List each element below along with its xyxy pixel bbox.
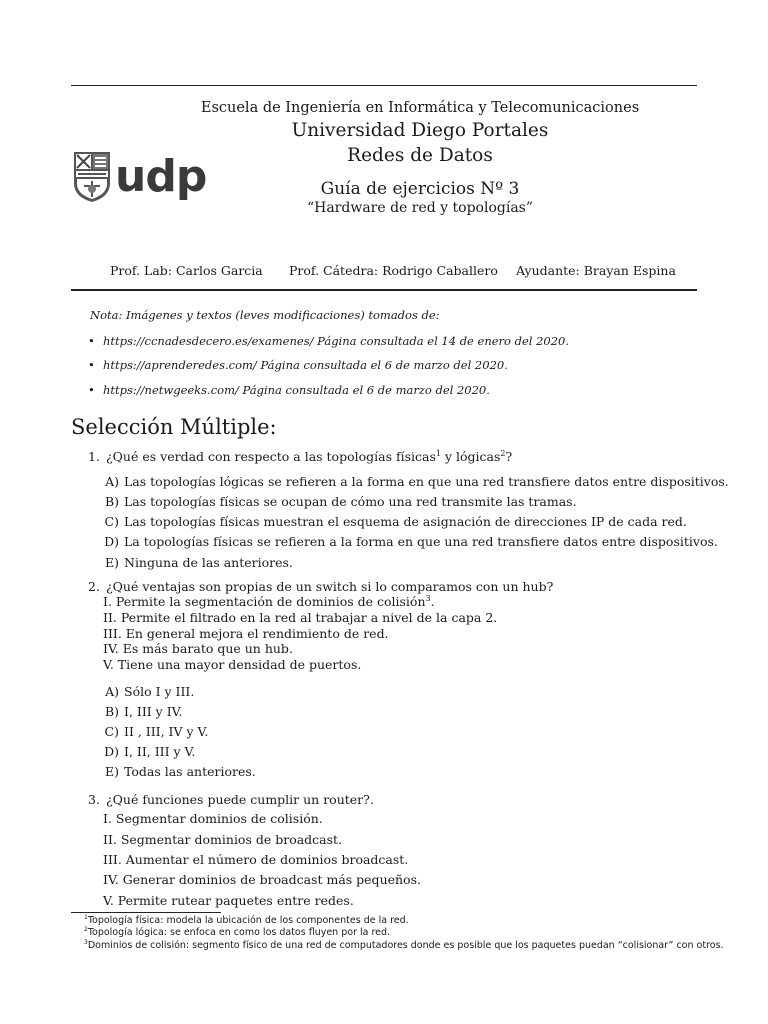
source-text: https://netwgeeks.com/ Página consultada el 6 de marzo del 2020.	[103, 383, 490, 397]
statement: II. Segmentar dominios de broadcast.	[103, 832, 343, 847]
statement-text: I. Permite la segmentación de dominios de colisión	[103, 594, 426, 609]
statement: IV. Es más barato que un hub.	[103, 641, 293, 656]
course-name: Redes de Datos	[347, 145, 493, 166]
option-text: La topologías físicas se refieren a la forma en que una red transfiere datos entre dispositivos.	[124, 534, 718, 549]
source-text: https://ccnadesdecero.es/examenes/ Página consultada el 14 de enero del 2020.	[103, 334, 570, 348]
source-text: https://aprenderedes.com/ Página consultada el 6 de marzo del 2020.	[103, 358, 508, 372]
option-text: Todas las anteriores.	[124, 764, 256, 779]
option-letter: D)	[104, 744, 119, 759]
guide-subtitle: “Hardware de red y topologías”	[306, 200, 534, 216]
footnote-rule	[71, 912, 221, 913]
statement-text: .	[430, 594, 435, 609]
option-d	[97, 744, 195, 759]
option-text: Las topologías físicas muestran el esquema de asignación de direcciones IP de cada red.	[124, 514, 687, 529]
teaching-assistant: Ayudante: Brayan Espina	[516, 263, 676, 278]
option-c	[97, 724, 208, 739]
school-name: Escuela de Ingeniería en Informática y Telecomunicaciones	[200, 100, 640, 116]
university-name: Universidad Diego Portales	[291, 120, 549, 141]
footnote-ref: 2	[500, 449, 506, 458]
option-letter: E)	[104, 764, 119, 779]
question-text: ¿Qué es verdad con respecto a las topologías físicas	[105, 449, 436, 464]
footnote-mark: 2	[84, 926, 88, 933]
option-text: Las topologías físicas se ocupan de cómo una red transmite las tramas.	[124, 494, 577, 509]
question-number: 3.	[88, 792, 100, 807]
footnote	[84, 927, 390, 938]
bullet: •	[88, 383, 95, 397]
chair-professor: Prof. Cátedra: Rodrigo Caballero	[289, 263, 498, 278]
option-letter: A)	[105, 684, 119, 699]
option-text: Sólo I y III.	[124, 684, 195, 699]
option-b	[97, 704, 182, 719]
statement: I. Segmentar dominios de colisión.	[103, 811, 323, 826]
statement: V. Tiene una mayor densidad de puertos.	[103, 657, 362, 672]
guide-title: Guía de ejercicios Nº 3	[320, 179, 520, 199]
header-rule	[71, 289, 697, 291]
option-text: II , III, IV y V.	[124, 724, 209, 739]
option-letter: A)	[105, 474, 119, 489]
question-text: ¿Qué funciones puede cumplir un router?.	[105, 792, 374, 807]
footnote-text: Dominios de colisión: segmento físico de una red de computadores donde es posible que los paquetes puedan “colisionar” con otros.	[87, 940, 724, 951]
option-b	[97, 494, 577, 509]
option-e	[97, 764, 256, 779]
option-a	[97, 474, 729, 489]
source-item	[88, 383, 490, 397]
logo-wordmark: udp	[115, 151, 207, 202]
footnote-mark: 3	[84, 939, 88, 946]
statement	[103, 594, 435, 609]
footnote-mark: 1	[84, 914, 88, 921]
option-text: I, III y IV.	[124, 704, 183, 719]
footnote-ref: 3	[425, 594, 431, 603]
option-letter: B)	[104, 494, 119, 509]
option-letter: D)	[104, 534, 119, 549]
footnote	[84, 940, 724, 951]
question-number: 1.	[88, 449, 100, 464]
footnote	[84, 915, 409, 926]
question-text: ?	[505, 449, 513, 464]
section-title: Selección Múltiple:	[71, 415, 277, 439]
statement: V. Permite rutear paquetes entre redes.	[103, 893, 354, 908]
university-shield-icon	[73, 151, 111, 203]
option-a	[97, 684, 194, 699]
option-text: Ninguna de las anteriores.	[124, 555, 293, 570]
option-text: Las topologías lógicas se refieren a la forma en que una red transfiere datos entre dispositivos.	[124, 474, 729, 489]
option-c	[97, 514, 687, 529]
top-rule	[71, 85, 697, 86]
udp-logo	[73, 151, 206, 203]
question-1	[88, 449, 512, 464]
option-e	[97, 555, 293, 570]
statement: III. En general mejora el rendimiento de red.	[103, 626, 389, 641]
question-3	[88, 792, 374, 807]
source-item	[88, 334, 569, 348]
option-letter: C)	[104, 724, 119, 739]
option-text: I, II, III y V.	[124, 744, 196, 759]
footnote-text: Topología lógica: se enfoca en como los datos fluyen por la red.	[87, 927, 391, 938]
option-letter: C)	[104, 514, 119, 529]
question-number: 2.	[88, 579, 100, 594]
source-item	[88, 358, 508, 372]
bullet: •	[88, 334, 95, 348]
option-d	[97, 534, 718, 549]
statement: IV. Generar dominios de broadcast más pequeños.	[103, 872, 421, 887]
statement: II. Permite el filtrado en la red al trabajar a nivel de la capa 2.	[103, 610, 498, 625]
footnote-text: Topología física: modela la ubicación de los componentes de la red.	[87, 915, 409, 926]
question-text: y lógicas	[440, 449, 501, 464]
sources-note: Nota: Imágenes y textos (leves modificaciones) tomados de:	[90, 308, 440, 322]
footnote-ref: 1	[435, 449, 441, 458]
question-text: ¿Qué ventajas son propias de un switch si lo comparamos con un hub?	[105, 579, 554, 594]
lab-professor: Prof. Lab: Carlos Garcia	[110, 263, 263, 278]
option-letter: B)	[104, 704, 119, 719]
question-2	[88, 579, 553, 594]
statement: III. Aumentar el número de dominios broadcast.	[103, 852, 409, 867]
option-letter: E)	[104, 555, 119, 570]
bullet: •	[88, 358, 95, 372]
